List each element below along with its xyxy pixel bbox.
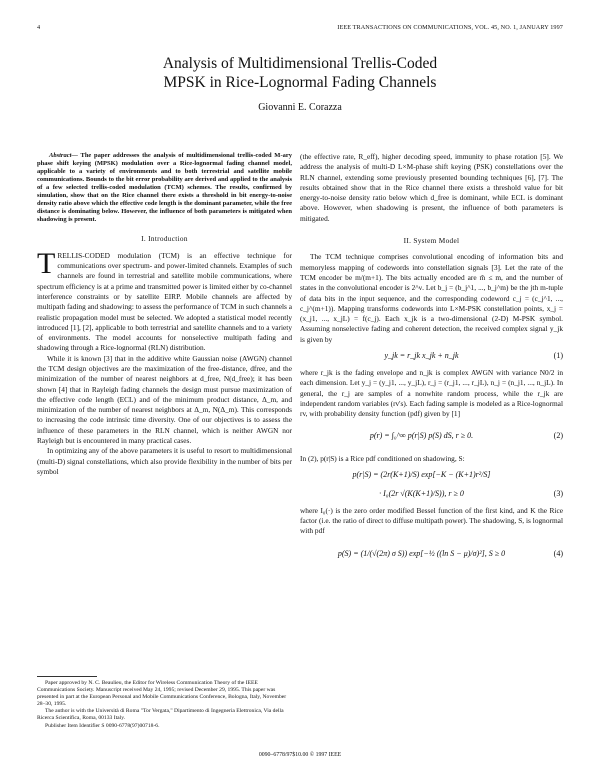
- journal-header: IEEE TRANSACTIONS ON COMMUNICATIONS, VOL. 45, NO. 1, JANUARY 1997: [337, 24, 563, 31]
- equation-3-number: (3): [553, 489, 563, 499]
- copyright-footer: 0090–6778/97$10.00 © 1997 IEEE: [258, 752, 342, 758]
- system-model-paragraph-3: In (2), p(r|S) is a Rice pdf conditioned on shadowing, S:: [300, 453, 465, 463]
- abstract-label: Abstract—: [49, 152, 78, 159]
- equation-3-line-2: [300, 487, 563, 502]
- section-1-heading: I. Introduction: [141, 234, 188, 244]
- equation-2: [300, 424, 563, 450]
- equation-1: [300, 349, 563, 364]
- intro-paragraph-1: [37, 246, 293, 354]
- equation-2-expr: p(r) = ∫₀^∞ p(r|S) p(S) dS, r ≥ 0.: [369, 431, 474, 441]
- left-column: [37, 152, 292, 477]
- system-model-paragraph-4: where I₀(·) is the zero order modified Bessel function of the first kind, and K the Rice factor (i.e. the ratio of direct to diffuse multipath power). The shadowing, S, is lognormal with pdf: [300, 505, 563, 536]
- abstract: [37, 152, 292, 224]
- intro-paragraph-3: In optimizing any of the above parameters it is useful to resort to multidimensional (multi-D) signal constellations, which also provide flexibility in the number of bits per symbol: [37, 446, 292, 476]
- intro-paragraph-1-text: RELLIS-CODED modulation (TCM) is an effective technique for communications over spectrum- and power-limited channels. Examples of such channels are found in terrestrial and satellite mobile communications, where spectrum efficiency is at a prime and transmitted power is limited either by co-channel interference constraints or by satellite EIRP. Mobile channels are affected by multipath fading and shadowing: to assess the performance of TCM in such channels a realistic propagation model must be selected. We adopted a statistical model recently introduced [1], [2], applicable to both terrestrial and satellite channels and to a variety of environments. The model accounts for nonselective multipath fading and shadowing through a Rice-lognormal (RLN) distribution.: [37, 250, 293, 353]
- section-2-heading: II. System Model: [403, 236, 460, 246]
- intro-paragraph-2: While it is known [3] that in the additive white Gaussian noise (AWGN) channel the TCM design objectives are the maximization of the free-distance, dfree, and the minimization of the number of nearest neighbors at d_free, N(d_free); it has been shown [4] that in Rayleigh fading channels the design must pursue maximization of the effective code length (ECL) and of the minimum product distance, Δ_m, and minimization of the number of nearest neighbors at Δ_m, N(Δ_m). This corresponds to increasing the code intrinsic time diversity. One of our objectives is to assess the influence of these parameters in the RLN channel, which is neither AWGN nor Rayleigh but is encountered in many practical cases.: [37, 353, 292, 446]
- equation-1-expr: y_jk = r_jk x_jk + n_jk: [384, 351, 459, 361]
- footnote-editor: Paper approved by N. C. Beaulieu, the Editor for Wireless Communication Theory of the IEEE Communications Society. Manuscript received May 24, 1995; revised December 29, 1995. This paper was presented in part at the European Personal and Mobile Communications Conference, Bologna, Italy, November 28–30, 1995.: [37, 680, 287, 708]
- paper-title: [60, 54, 540, 92]
- equation-3-line-1: [300, 468, 563, 483]
- equation-2-number: (2): [553, 431, 563, 441]
- equation-4-number: (4): [553, 548, 563, 558]
- title-line-1: Analysis of Multidimensional Trellis-Coded: [162, 55, 438, 72]
- footnote-affiliation: The author is with the Università di Roma "Tor Vergata," Dipartimento di Ingegneria Elettronica, Via della Ricerca Scientifica, Roma, 00133 Italy.: [37, 708, 284, 722]
- page-number: 4: [37, 24, 41, 31]
- equation-1-number: (1): [553, 351, 563, 361]
- system-model-paragraph-2: where r_jk is the fading envelope and n_jk is complex AWGN with variance N0/2 in each dimension. Let y_j = (y_j1, ..., y_jL), r_j = (r_j1, ..., r_jL), n_j = (n_j1, ..., n_jL). In general, the r_j are samples of a nonwhite random process, while the r_jk are independent random variables (rv's). Each fading sample is modeled as a Rice-lognormal rv, with probability density function (pdf) given by [1]: [300, 368, 563, 419]
- equation-3b-expr: · I₀(2r √(K(K+1)/S)), r ≥ 0: [379, 489, 464, 499]
- drop-cap: T: [37, 246, 56, 280]
- system-model-paragraph-1: The TCM technique comprises convolutional encoding of information bits and memoryless mapping of codewords into constellation signals [3]. Let the rate of the TCM encoder be m/(m+1). The bits actually encoded are m̃ ≤ m, and the number of states in the convolutional encoder is 2^ν. Let b_j = (b_j^1, ..., b_j^m) be the jth m-tuple of data bits in the input sequence, and the corresponding codeword c_j = (c_j^1, ..., c_j^(m+1)). Mapping transforms codewords into L×M-PSK constellation points, x_j = (x_j1, ..., x_jL) = f(c_j). Each x_jk is a two-dimensional (2-D) M-PSK symbol. Assuming nonselective fading and coherent detection, the received complex signal y_jk is given by: [300, 252, 563, 344]
- footnotes: [37, 680, 292, 730]
- equation-3a-expr: p(r|S) = (2r(K+1)/S) exp[−K − (K+1)r²/S]: [352, 470, 491, 480]
- title-line-2: MPSK in Rice-Lognormal Fading Channels: [163, 74, 437, 91]
- equation-4: [300, 541, 563, 567]
- equation-4-expr: p(S) = (1/(√(2π) σ S)) exp[−½ ((ln S − μ)/σ)²], S ≥ 0: [337, 548, 506, 558]
- abstract-text: The paper addresses the analysis of multidimensional trellis-coded M-ary phase shift keying (MPSK) modulation over a Rice-lognormal fading channel model, applicable to a variety of environments and to both terrestrial and satellite mobile communications. Bounds to the bit error probability are derived and applied to the analysis of a few selected trellis-coded modulation (TCM) schemes. The results, confirmed by simulation, show that on the Rice channel there exists a threshold in bit energy-to-noise density ratio above which the effective code length is the dominant parameter, while the free distance is dominating below. However, the influence of both parameters is mitigated when shadowing is present.: [37, 152, 292, 224]
- right-column: [300, 152, 563, 571]
- footnote-rule: [37, 676, 97, 677]
- intro-continuation: (the effective rate, R_eff), higher decoding speed, immunity to phase rotation [5]. We address the analysis of multi-D L×M-phase shift keying (PSK) constellations over the RLN channel, extending some previously presented bounding techniques [6], [7]. The results obtained show that in the Rice channel there exists a threshold value for bit energy-to-noise density ratio below which d_free is dominant, while ECL is dominant above. However, when shadowing is present, the influence of both parameters is mitigated.: [300, 152, 563, 223]
- footnote-identifier: Publisher Item Identifier S 0090-6778(97)00718-6.: [45, 722, 160, 729]
- author: Giovanni E. Corazza: [258, 102, 342, 113]
